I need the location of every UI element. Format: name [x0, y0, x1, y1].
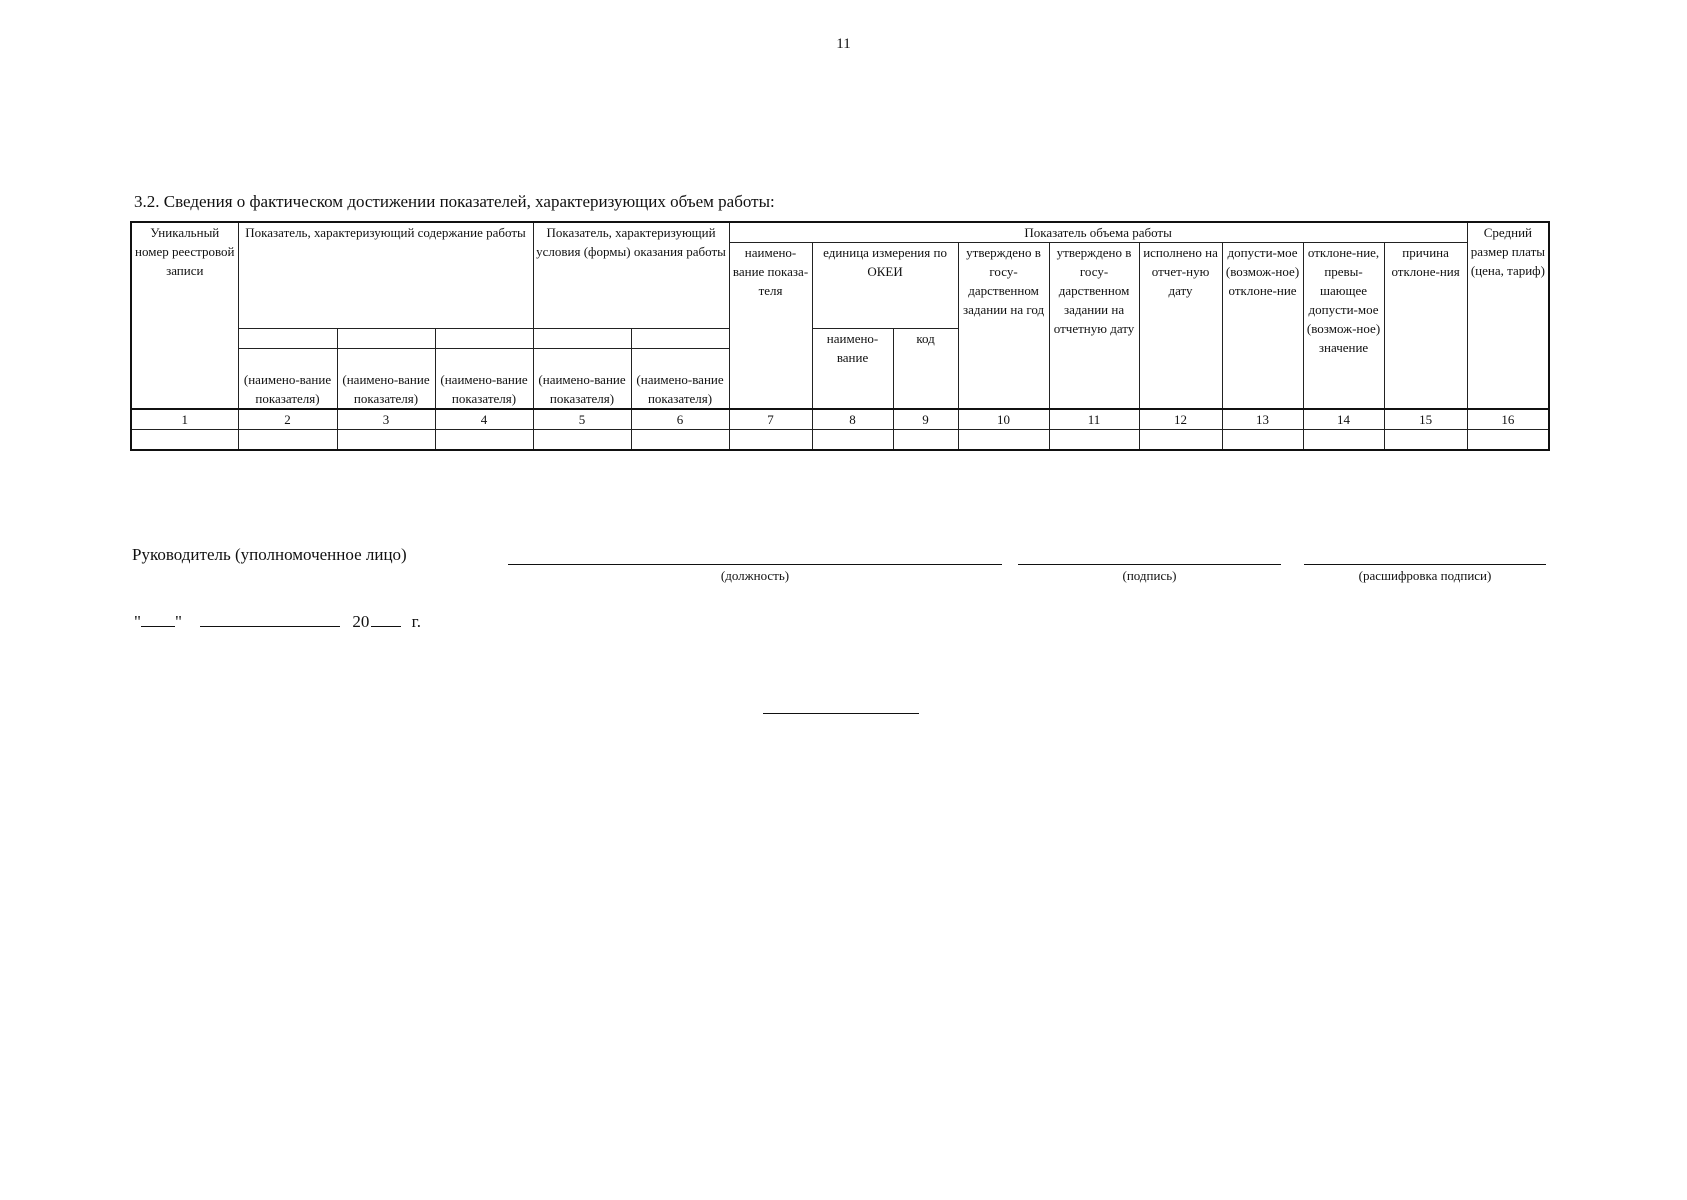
data-cell[interactable]: [631, 429, 729, 450]
data-cell[interactable]: [238, 429, 337, 450]
data-cell[interactable]: [1384, 429, 1467, 450]
sub-label-indicator: (наимено-вание показателя): [533, 349, 631, 409]
column-number: 1: [131, 409, 238, 430]
data-cell[interactable]: [435, 429, 533, 450]
date-quote-open: ": [134, 612, 141, 631]
header-exceeding-deviation: отклоне-ние, превы-шающее допусти-мое (возмож-ное) значение: [1303, 243, 1384, 409]
column-number: 12: [1139, 409, 1222, 430]
report-table: [130, 221, 1550, 451]
column-number: 3: [337, 409, 435, 430]
year-suffix: г.: [411, 612, 421, 631]
header-unique-number: Уникальный номер реестровой записи: [131, 222, 238, 409]
header-okei-unit: единица измерения по ОКЕИ: [812, 243, 958, 329]
data-cell[interactable]: [1303, 429, 1384, 450]
signature-line[interactable]: [1018, 564, 1281, 565]
signature-decode-line[interactable]: [1304, 564, 1546, 565]
column-number: 7: [729, 409, 812, 430]
sub-label-indicator: (наимено-вание показателя): [337, 349, 435, 409]
data-cell[interactable]: [1139, 429, 1222, 450]
header-content-indicator: Показатель, характеризующий содержание работы: [238, 222, 533, 329]
position-line[interactable]: [508, 564, 1002, 565]
blank-cell: [533, 329, 631, 349]
date-quote-close: ": [174, 612, 182, 631]
data-cell[interactable]: [812, 429, 893, 450]
column-number: 15: [1384, 409, 1467, 430]
column-number: 5: [533, 409, 631, 430]
page-number: 11: [836, 36, 851, 52]
column-number: 10: [958, 409, 1049, 430]
column-number: 4: [435, 409, 533, 430]
date-row: [134, 610, 421, 632]
data-cell[interactable]: [1467, 429, 1549, 450]
data-cell[interactable]: [131, 429, 238, 450]
position-caption: (должность): [720, 568, 790, 583]
data-cell[interactable]: [1049, 429, 1139, 450]
header-executed: исполнено на отчет-ную дату: [1139, 243, 1222, 409]
header-conditions-indicator: Показатель, характеризующий условия (формы) оказания работы: [533, 222, 729, 329]
signature-caption: (подпись): [1122, 568, 1177, 583]
column-number: 11: [1049, 409, 1139, 430]
header-unit-name: наимено-вание: [812, 329, 893, 409]
data-cell[interactable]: [958, 429, 1049, 450]
sub-label-indicator: (наимено-вание показателя): [631, 349, 729, 409]
data-cell[interactable]: [533, 429, 631, 450]
blank-cell: [435, 329, 533, 349]
section-title: 3.2. Сведения о фактическом достижении показателей, характеризующих объем работы:: [134, 192, 775, 211]
column-number: 13: [1222, 409, 1303, 430]
sub-label-indicator: (наимено-вание показателя): [238, 349, 337, 409]
column-number: 2: [238, 409, 337, 430]
header-approved-year: утверждено в госу-дарственном задании на год: [958, 243, 1049, 409]
header-unit-code: код: [893, 329, 958, 409]
month-blank[interactable]: [200, 610, 340, 627]
data-cell[interactable]: [1222, 429, 1303, 450]
header-approved-date: утверждено в госу-дарственном задании на отчетную дату: [1049, 243, 1139, 409]
header-average-fee: Средний размер платы (цена, тариф): [1467, 222, 1549, 409]
data-cell[interactable]: [729, 429, 812, 450]
data-cell[interactable]: [337, 429, 435, 450]
data-cell[interactable]: [893, 429, 958, 450]
header-indicator-name: наимено-вание показа-теля: [729, 243, 812, 409]
header-allowed-deviation: допусти-мое (возмож-ное) отклоне-ние: [1222, 243, 1303, 409]
day-blank[interactable]: [141, 610, 175, 627]
column-number: 14: [1303, 409, 1384, 430]
signature-label: Руководитель (уполномоченное лицо): [132, 545, 407, 564]
column-number: 6: [631, 409, 729, 430]
header-deviation-reason: причина отклоне-ния: [1384, 243, 1467, 409]
column-number: 16: [1467, 409, 1549, 430]
header-volume-indicator: Показатель объема работы: [729, 222, 1467, 243]
sub-label-indicator: (наимено-вание показателя): [435, 349, 533, 409]
footnote-separator: [763, 713, 919, 714]
year-blank[interactable]: [371, 610, 401, 627]
blank-cell: [238, 329, 337, 349]
signature-decode-caption: (расшифровка подписи): [1358, 568, 1492, 583]
column-number: 9: [893, 409, 958, 430]
column-number: 8: [812, 409, 893, 430]
year-prefix: 20: [352, 612, 370, 631]
blank-cell: [631, 329, 729, 349]
blank-cell: [337, 329, 435, 349]
